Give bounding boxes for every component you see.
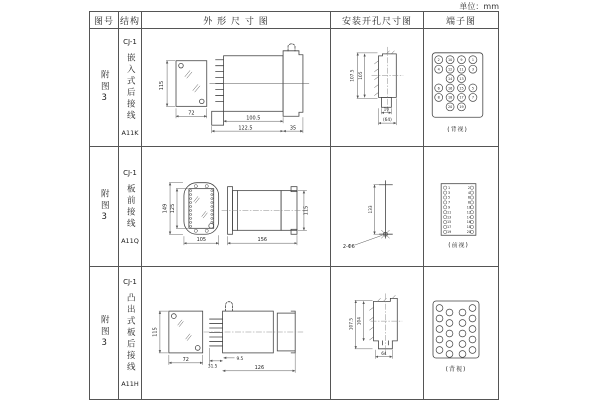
- view-label-rear-3: (背视): [445, 366, 467, 373]
- front-view-a11k: [176, 61, 207, 107]
- svg-text:17: 17: [459, 95, 464, 100]
- cell-fig-no-row2: [90, 147, 119, 267]
- structure-name-row2: 板前接线: [125, 183, 136, 230]
- svg-text:15: 15: [459, 86, 464, 91]
- header-install-label: 安装开孔尺寸图: [341, 16, 412, 27]
- dim-9-5: 9.5: [236, 356, 244, 362]
- svg-text:7: 7: [448, 200, 451, 205]
- hole-label-2phi6: 2-Φ6: [342, 244, 355, 251]
- model-row1: CJ-1: [123, 38, 137, 46]
- terminal-dots-left: [190, 190, 192, 228]
- header-structure-label: 结构: [119, 16, 140, 27]
- cell-fig-no-row3: [90, 267, 119, 399]
- svg-text:8: 8: [467, 200, 471, 205]
- svg-text:19: 19: [446, 230, 452, 235]
- structure-name-row3: 凸出式板后接线: [125, 292, 136, 374]
- cell-install-row2: [331, 147, 424, 267]
- dim-115-side: 115: [303, 205, 310, 216]
- code-row2: A11Q: [121, 236, 139, 245]
- cell-install-row1: [331, 29, 424, 147]
- model-row2: CJ-1: [123, 168, 137, 177]
- dims-outline-a11h: [152, 311, 295, 373]
- header-install: [331, 12, 424, 29]
- view-label-rear-1: (背视): [447, 126, 468, 134]
- svg-text:12: 12: [447, 67, 453, 72]
- svg-text:1: 1: [448, 185, 451, 190]
- dim-122-5: 122.5: [238, 125, 253, 132]
- dim-115-3: 115: [152, 327, 159, 337]
- svg-text:16: 16: [466, 220, 472, 225]
- cell-structure-row1: [119, 29, 142, 147]
- dim-64: (64): [383, 118, 392, 124]
- svg-text:10: 10: [466, 205, 472, 210]
- cell-structure-row3: [119, 267, 142, 399]
- hole-axis-a11q: [379, 181, 392, 238]
- dim-133: 133: [369, 205, 375, 214]
- svg-text:13: 13: [446, 215, 452, 220]
- dim-35: 35: [289, 125, 297, 132]
- dim-100-5: 100.5: [246, 115, 261, 122]
- svg-text:10: 10: [447, 58, 453, 63]
- code-row1: A11K: [121, 129, 139, 137]
- dim-156: 156: [257, 237, 267, 244]
- dim-104: 104: [357, 317, 363, 326]
- svg-text:20: 20: [466, 230, 472, 235]
- svg-text:3: 3: [471, 67, 474, 72]
- model-row3: CJ-1: [123, 277, 137, 286]
- svg-text:9: 9: [460, 58, 463, 63]
- fig-no-row2: 附图3: [99, 188, 110, 225]
- cell-outline-row1: [142, 29, 331, 147]
- view-label-front-2: (前视): [448, 242, 469, 250]
- front-view-a11h: [169, 311, 203, 353]
- dim-72: 72: [188, 110, 195, 117]
- fig-no-row1: 附图3: [99, 69, 110, 106]
- svg-text:7: 7: [471, 95, 474, 100]
- cell-outline-row2: [142, 147, 331, 267]
- outline-drawing-a11h: [142, 267, 330, 399]
- header-structure: [119, 12, 142, 29]
- svg-text:2: 2: [437, 58, 440, 63]
- dim-16: 16: [383, 107, 390, 113]
- cell-terminal-row1: [424, 29, 498, 147]
- svg-text:18: 18: [447, 95, 453, 100]
- svg-text:8: 8: [437, 95, 440, 100]
- svg-text:3: 3: [448, 190, 451, 195]
- terminal-rows-a11q: [443, 186, 473, 234]
- terminal-dots-right: [211, 190, 213, 224]
- unit-label: 单位：mm: [459, 2, 499, 11]
- svg-text:20: 20: [447, 105, 453, 110]
- dim-64-3: 64: [381, 351, 387, 357]
- dim-72-3: 72: [182, 356, 189, 363]
- cell-install-row3: [331, 267, 424, 399]
- svg-text:15: 15: [446, 220, 452, 225]
- terminal-circles-a11k: [435, 56, 477, 111]
- fig-no-row3: 附图3: [99, 315, 110, 351]
- svg-text:11: 11: [446, 210, 452, 215]
- front-view-a11q: [184, 183, 219, 235]
- install-drawing-a11k: [331, 29, 423, 146]
- svg-text:6: 6: [437, 86, 440, 91]
- svg-text:6: 6: [467, 195, 471, 200]
- header-terminal-label: 端子图: [445, 16, 476, 27]
- cutout-shape-a11k: [375, 51, 397, 107]
- svg-text:5: 5: [471, 86, 474, 91]
- dims-install-a11q: [343, 185, 385, 250]
- install-drawing-a11q: [331, 147, 423, 266]
- structure-name-row1: 嵌入式后接线: [125, 53, 136, 122]
- dims-outline-a11k: [159, 61, 303, 133]
- dim-115: 115: [159, 80, 166, 91]
- dim-105: 105: [359, 71, 365, 80]
- side-view-a11h: [210, 302, 296, 353]
- svg-text:13: 13: [459, 76, 464, 81]
- svg-text:19: 19: [459, 105, 464, 110]
- header-fig-no: [90, 12, 119, 29]
- dim-105-w: 105: [196, 237, 207, 244]
- header-fig-no-label: 图号: [93, 16, 114, 27]
- svg-text:1: 1: [471, 58, 474, 63]
- cell-structure-row2: [119, 147, 142, 267]
- svg-text:2: 2: [467, 185, 471, 190]
- outline-drawing-a11k: [142, 29, 330, 146]
- svg-text:4: 4: [437, 67, 440, 72]
- terminal-circles-a11h: [436, 305, 476, 358]
- spec-table: [89, 11, 499, 400]
- svg-text:12: 12: [466, 210, 472, 215]
- outline-drawing-a11q: [142, 147, 330, 266]
- cell-fig-no-row1: [90, 29, 119, 147]
- dims-install-a11k: [350, 53, 397, 125]
- svg-text:18: 18: [466, 225, 472, 230]
- cell-outline-row3: [142, 267, 331, 399]
- cutout-shape-a11h: [370, 295, 398, 348]
- dim-31-5: 31.5: [207, 364, 218, 370]
- cell-terminal-row2: [424, 147, 498, 267]
- svg-text:17: 17: [446, 225, 452, 230]
- svg-text:4: 4: [467, 190, 471, 195]
- svg-text:5: 5: [448, 195, 451, 200]
- code-row3: A11H: [121, 380, 139, 389]
- terminal-diagram-a11h: [424, 267, 498, 399]
- dim-107-5-3: 107.5: [349, 318, 355, 331]
- svg-text:11: 11: [459, 67, 464, 72]
- dim-107-5: 107.5: [350, 69, 356, 82]
- terminal-diagram-a11q: [424, 147, 498, 266]
- dim-126: 126: [254, 364, 265, 371]
- header-outline-label: 外 形 尺 寸 图: [203, 16, 269, 27]
- terminal-diagram-a11k: [424, 29, 498, 146]
- dim-149: 149: [162, 203, 169, 214]
- svg-text:16: 16: [447, 86, 453, 91]
- install-drawing-a11h: [331, 267, 423, 399]
- side-view-a11k: [210, 44, 309, 125]
- cell-terminal-row3: [424, 267, 498, 399]
- header-terminal: [424, 12, 498, 29]
- svg-text:9: 9: [448, 205, 451, 210]
- svg-text:14: 14: [447, 76, 453, 81]
- header-outline: [142, 12, 331, 29]
- dim-125: 125: [170, 203, 177, 214]
- svg-text:14: 14: [466, 215, 472, 220]
